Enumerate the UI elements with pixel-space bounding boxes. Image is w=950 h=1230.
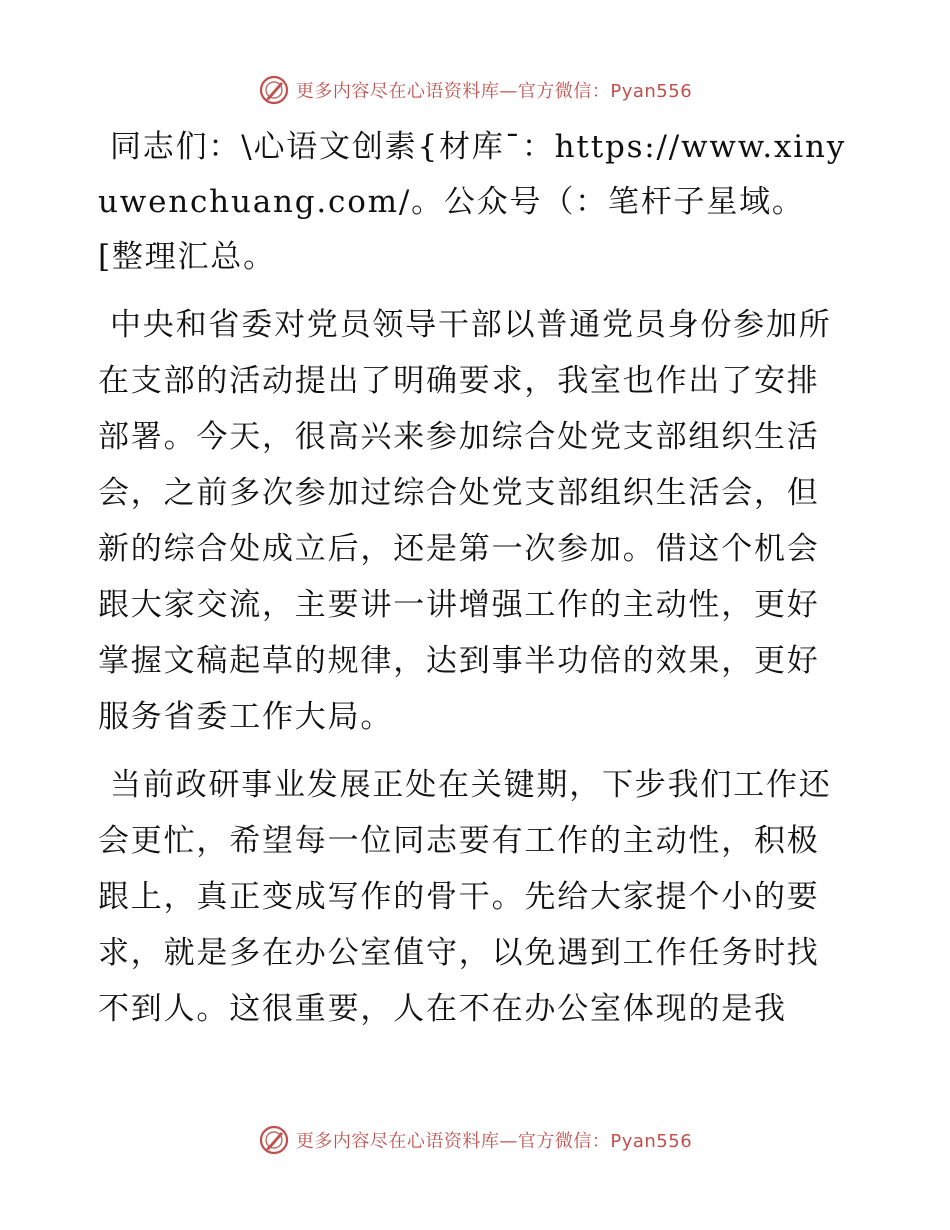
paragraph-3: 当前政研事业发展正处在关键期，下步我们工作还会更忙，希望每一位同志要有工作的主动性，积极跟上，真正变成写作的骨干。先给大家提个小的要求，就是多在办公室值守，以免遇到工作任务时找不到人。这很重要，人在不在办公室体现的是我 [98,767,832,1027]
header-banner [0,70,950,110]
paragraph-2: 中央和省委对党员领导干部以普通党员身份参加所在支部的活动提出了明确要求，我室也作出了安排部署。今天，很高兴来参加综合处党支部组织生活会，之前多次参加过综合处党支部组织生活会，但新的综合处成立后，还是第一次参加。借这个机会跟大家交流，主要讲一讲增强工作的主动性，更好掌握文稿起草的规律，达到事半功倍的效果，更好服务省委工作大局。 [98,307,832,735]
footer-banner [0,1120,950,1160]
quill-seal-icon [258,74,290,106]
document-body [98,120,850,1049]
footer-banner-text: 更多内容尽在心语资料库—官方微信：Pyan556 [295,1131,693,1152]
quill-seal-icon [258,1124,290,1156]
header-banner-text: 更多内容尽在心语资料库—官方微信：Pyan556 [295,81,693,102]
paragraph-1: 同志们：\心语文创素{材库¯：https://www.xinyuwenchuang.com/。公众号（：笔杆子星域。[整理汇总。 [98,129,847,275]
